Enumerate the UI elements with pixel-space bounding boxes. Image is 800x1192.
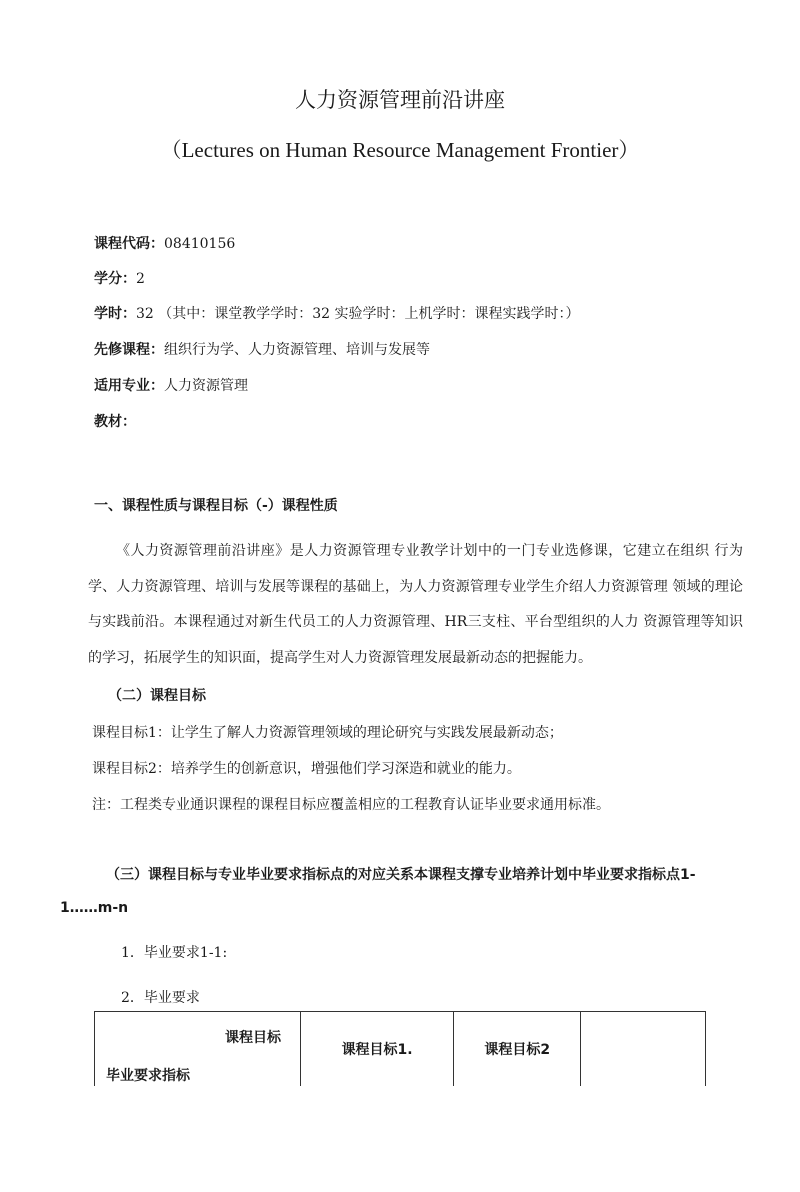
section3-heading: （三）课程目标与专业毕业要求指标点的对应关系本课程支撑专业培养计划中毕业要求指标点1- (106, 867, 696, 883)
section2-heading: （二）课程目标 (108, 688, 206, 704)
corner-top-label: 课程目标 (225, 1030, 281, 1046)
table-row (95, 1012, 706, 1087)
course-code-value: 08410156 (164, 236, 236, 252)
course-code-label: 课程代码： (94, 236, 164, 252)
major-label: 适用专业： (94, 378, 164, 394)
major-row (94, 375, 248, 395)
table-header-goal2: 课程目标2 (454, 1012, 581, 1087)
major-value: 人力资源管理 (164, 378, 248, 394)
textbook-label: 教材： (94, 414, 136, 430)
course-goal-2: 课程目标2：培养学生的创新意识，增强他们学习深造和就业的能力。 (92, 761, 521, 777)
table-header-empty (581, 1012, 706, 1087)
credit-value: 2 (136, 271, 145, 287)
prerequisite-value: 组织行为学、人力资源管理、培训与发展等 (164, 342, 430, 358)
requirement-mapping-table (94, 1011, 706, 1086)
course-nature-paragraph: 《人力资源管理前沿讲座》是人力资源管理专业教学计划中的一门专业选修课，它建立在组织 行为学、人力资源管理、培训与发展等课程的基础上，为人力资源管理专业学生介绍人力资源管理 领域的理论与实践前沿。本课程通过对新生代员工的人力资源管理、HR三支柱、平台型组织的人力 资源管理等知识的学习，拓展学生的知识面，提高学生对人力资源管理发展最新动态的把握能力。 (88, 543, 743, 666)
section1-heading: 一、课程性质与课程目标（-）课程性质 (94, 498, 338, 514)
section3-heading-continued: 1……m-n (60, 900, 129, 916)
prerequisite-row (94, 339, 430, 359)
hours-row (94, 303, 580, 323)
course-goal-note: 注：工程类专业通识课程的课程目标应覆盖相应的工程教育认证毕业要求通用标准。 (92, 797, 610, 813)
textbook-row (94, 411, 136, 431)
course-goal-1: 课程目标1：让学生了解人力资源管理领域的理论研究与实践发展最新动态； (92, 725, 563, 741)
graduation-requirement-1: 1．毕业要求1-1: (121, 945, 228, 961)
document-subtitle: （Lectures on Human Resource Management Frontier） (160, 138, 640, 162)
credit-row (94, 268, 145, 288)
hours-value: 32 （其中：课堂教学学时：32 实验学时：上机学时：课程实践学时：） (136, 306, 580, 322)
hours-label: 学时： (94, 306, 136, 322)
prerequisite-label: 先修课程： (94, 342, 164, 358)
corner-bottom-label: 毕业要求指标 (106, 1068, 190, 1084)
table-header-goal1: 课程目标1. (301, 1012, 454, 1087)
document-title: 人力资源管理前沿讲座 (295, 88, 505, 112)
course-code-row (94, 233, 235, 253)
graduation-requirement-2: 2．毕业要求 (121, 990, 200, 1006)
table-corner-cell (95, 1012, 301, 1087)
credit-label: 学分： (94, 271, 136, 287)
